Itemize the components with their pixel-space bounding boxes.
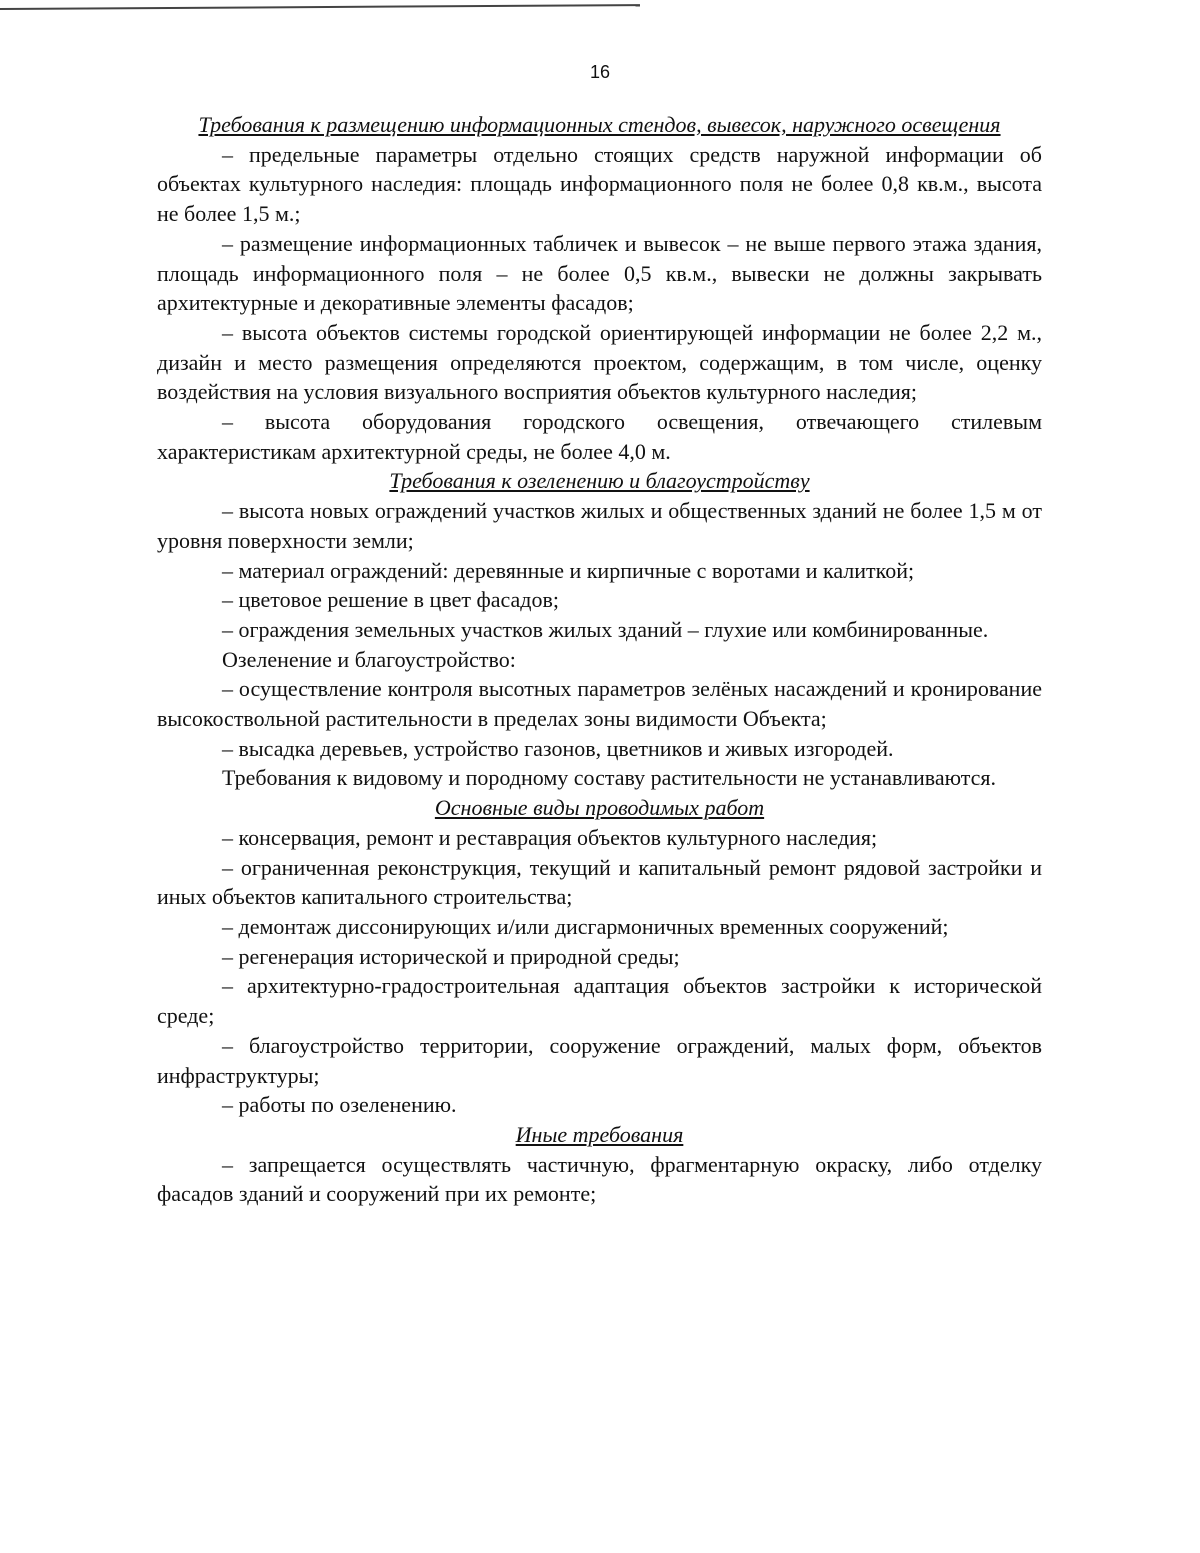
paragraph: – демонтаж диссонирующих и/или дисгармоничных временных сооружений; [222,913,949,939]
paragraph: – высота новых ограждений участков жилых и общественных зданий не более 1,5 м от уровня поверхности земли; [157,498,1042,553]
section-heading: Основные виды проводимых работ [434,795,765,821]
paragraph: – высота объектов системы городской ориентирующей информации не более 2,2 м., дизайн и место размещения определяются проектом, содержащим, в том числе, оценку воздействия на условия визуального восприятия объектов культурного наследия; [157,319,1042,405]
section-heading: Иные требования [515,1121,684,1147]
paragraph: – ограниченная реконструкция, текущий и капитальный ремонт рядовой застройки и иных объектов капитального строительства; [157,854,1042,910]
paragraph: – консервация, ремонт и реставрация объектов культурного наследия; [222,824,878,850]
paragraph: – высадка деревьев, устройство газонов, цветников и живых изгородей. [222,735,894,761]
paragraph: – работы по озеленению. [222,1092,457,1118]
paragraph: – высота оборудования городского освещения, отвечающего стилевым характеристикам архитектурной среды, не более 4,0 м. [157,409,1042,464]
paragraph: Озеленение и благоустройство: [222,646,516,672]
paragraph: – регенерация исторической и природной среды; [222,943,680,969]
section-heading: Требования к озеленению и благоустройству [389,468,810,494]
document-body [157,110,1042,1209]
paragraph: – ограждения земельных участков жилых зданий – глухие или комбинированные. [222,616,989,642]
paragraph: Требования к видовому и породному составу растительности не устанавливаются. [222,765,997,791]
paragraph: – цветовое решение в цвет фасадов; [222,587,559,613]
paragraph: – архитектурно-градостроительная адаптация объектов застройки к исторической среде; [157,973,1042,1029]
section-heading: Требования к размещению информационных стендов, вывесок, наружного освещения [198,112,1001,137]
paragraph: – запрещается осуществлять частичную, фрагментарную окраску, либо отделку фасадов зданий и сооружений при их ремонте; [157,1151,1042,1207]
paragraph: – предельные параметры отдельно стоящих средств наружной информации об объектах культурного наследия: площадь информационного поля не более 0,8 кв.м., высота не более 1,5 м.; [157,141,1042,227]
paragraph: – осуществление контроля высотных параметров зелёных насаждений и кронирование высокоствольной растительности в пределах зоны видимости Объекта; [157,676,1042,732]
page-number: 16 [589,62,611,82]
paragraph: – благоустройство территории, сооружение ограждений, малых форм, объектов инфраструктуры; [157,1032,1042,1088]
paragraph: – материал ограждений: деревянные и кирпичные с воротами и калиткой; [222,557,915,583]
scan-edge-line [0,4,640,10]
paragraph: – размещение информационных табличек и вывесок – не выше первого этажа здания, площадь информационного поля – не более 0,5 кв.м., вывески не должны закрывать архитектурные и декоративные элементы фасадов; [157,230,1042,316]
